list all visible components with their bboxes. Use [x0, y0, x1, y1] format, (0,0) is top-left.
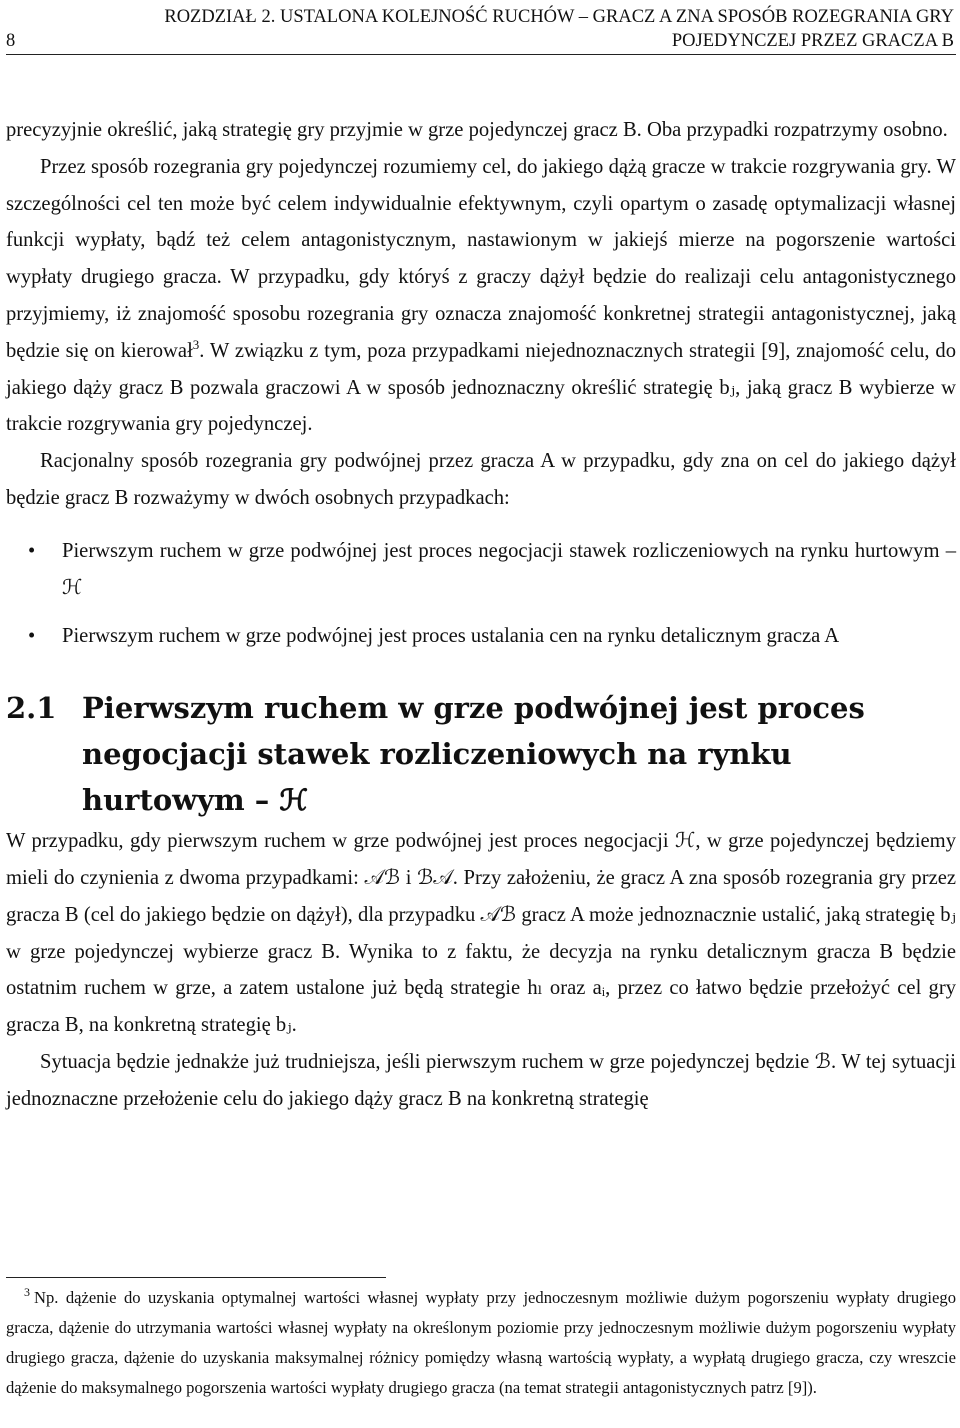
bullet-list — [6, 533, 956, 655]
paragraph-5: Sytuacja będzie jednakże już trudniejsza, jeśli pierwszym ruchem w grze pojedynczej będzie ℬ. W tej sytuacji jednoznaczne przełożenie celu do jakiego dąży gracz B na konkretną strategię — [6, 1050, 956, 1110]
page-number: 8 — [6, 31, 16, 51]
paragraph-2-part-1: Przez sposób rozegrania gry pojedynczej rozumiemy cel, do jakiego dążą gracze w trakcie rozgrywania gry. W szczególności cel ten może być celem indywidualnie efektywnym, czyli opartym o zasadę optymalizacji własnej funkcji wypłaty, bądź też celem antagonistycznym, nastawionym w jakiejś mierze na pogorszenie wartości wypłaty drugiego gracza. W przypadku, gdy któryś z graczy dążył będzie do realizaji celu antagonistycznego przyjmiemy, iż znajomość sposobu rozegrania gry oznacza znajomość konkretnej strategii antagonistycznej, jaką będzie się on kierował — [6, 155, 956, 362]
running-head-line-1: ROZDZIAŁ 2. USTALONA KOLEJNOŚĆ RUCHÓW – GRACZ A ZNA SPOSÓB ROZEGRANIA GRY — [164, 7, 954, 27]
running-head — [6, 4, 956, 56]
bullet-icon: • — [28, 539, 36, 562]
footnote-reference[interactable]: 3 — [192, 336, 200, 352]
footnote-text: Np. dążenie do uzyskania optymalnej wartości własnej wypłaty przy jednoczesnym możliwie dużym pogorszeniu wypłaty drugiego gracza, dążenie do utrzymania wartości własnej wypłaty na określonym poziomie przy jednoczesnym możliwie dużym pogorszeniu wypłaty drugiego gracza, dążenie do uzyskania maksymalnej różnicy pomiędzy własną wartością wypłaty, a wypłatą drugiego gracza, czy wreszcie dążenie do maksymalnego pogorszenia wartości wypłaty drugiego gracza (na temat strategii antagonistycznych patrz [9]). — [6, 1288, 956, 1397]
paragraph-4: W przypadku, gdy pierwszym ruchem w grze podwójnej jest proces negocjacji ℋ, w grze pojedynczej będziemy mieli do czynienia z dwoma przypadkami: 𝒜ℬ i ℬ𝒜. Przy założeniu, że gracz A zna sposób rozegrania gry przez gracza B (cel do jakiego będzie on dążył), dla przypadku 𝒜ℬ gracz A może jednoznacznie ustalić, jaką strategię bⱼ w grze pojedynczej wybierze gracz B. Wynika to z faktu, że decyzja na rynku detalicznym gracza B będzie ostatnim ruchem w grze, a zatem ustalone już będą strategie hₗ oraz aᵢ, przez co łatwo będzie przełożyć cel gry gracza B, na konkretną strategię bⱼ. — [6, 830, 956, 1037]
paragraph-1: precyzyjnie określić, jaką strategię gry przyjmie w grze pojedynczej gracz B. Oba przypadki rozpatrzymy osobno. — [6, 119, 948, 141]
footnote-rule — [6, 1277, 386, 1278]
paragraph-2-part-2: . W związku z tym, poza przypadkami niejednoznacznych strategii [9], znajomość celu, do jakiego dąży gracz B pozwala graczowi A w sposób jednoznaczny określić strategię bⱼ, jaką gracz B wybierze w trakcie rozgrywania gry pojedynczej. — [6, 339, 957, 436]
list-item-text: Pierwszym ruchem w grze podwójnej jest proces ustalania cen na rynku detalicznym gracza A — [62, 625, 840, 648]
footnote-mark: 3 — [24, 1285, 30, 1300]
main-text — [6, 112, 956, 1118]
list-item — [6, 618, 956, 655]
running-head-line-2: POJEDYNCZEJ PRZEZ GRACZA B — [671, 31, 954, 51]
section-title: Pierwszym ruchem w grze podwójnej jest proces negocjacji stawek rozliczeniowych na rynku hurtowym – ℋ — [82, 691, 865, 818]
section-heading — [6, 685, 956, 823]
section-number: 2.1 — [6, 691, 57, 726]
paragraph-3: Racjonalny sposób rozegrania gry podwójnej przez gracza A w przypadku, gdy zna on cel do jakiego dążył będzie gracz B rozważymy w dwóch osobnych przypadkach: — [6, 450, 956, 509]
header-rule — [6, 54, 956, 55]
paragraph-2 — [6, 149, 956, 443]
list-item — [6, 533, 956, 607]
bullet-icon: • — [28, 625, 36, 648]
list-item-text: Pierwszym ruchem w grze podwójnej jest proces negocjacji stawek rozliczeniowych na rynku hurtowym – ℋ — [62, 539, 956, 599]
footnote — [6, 1283, 956, 1403]
